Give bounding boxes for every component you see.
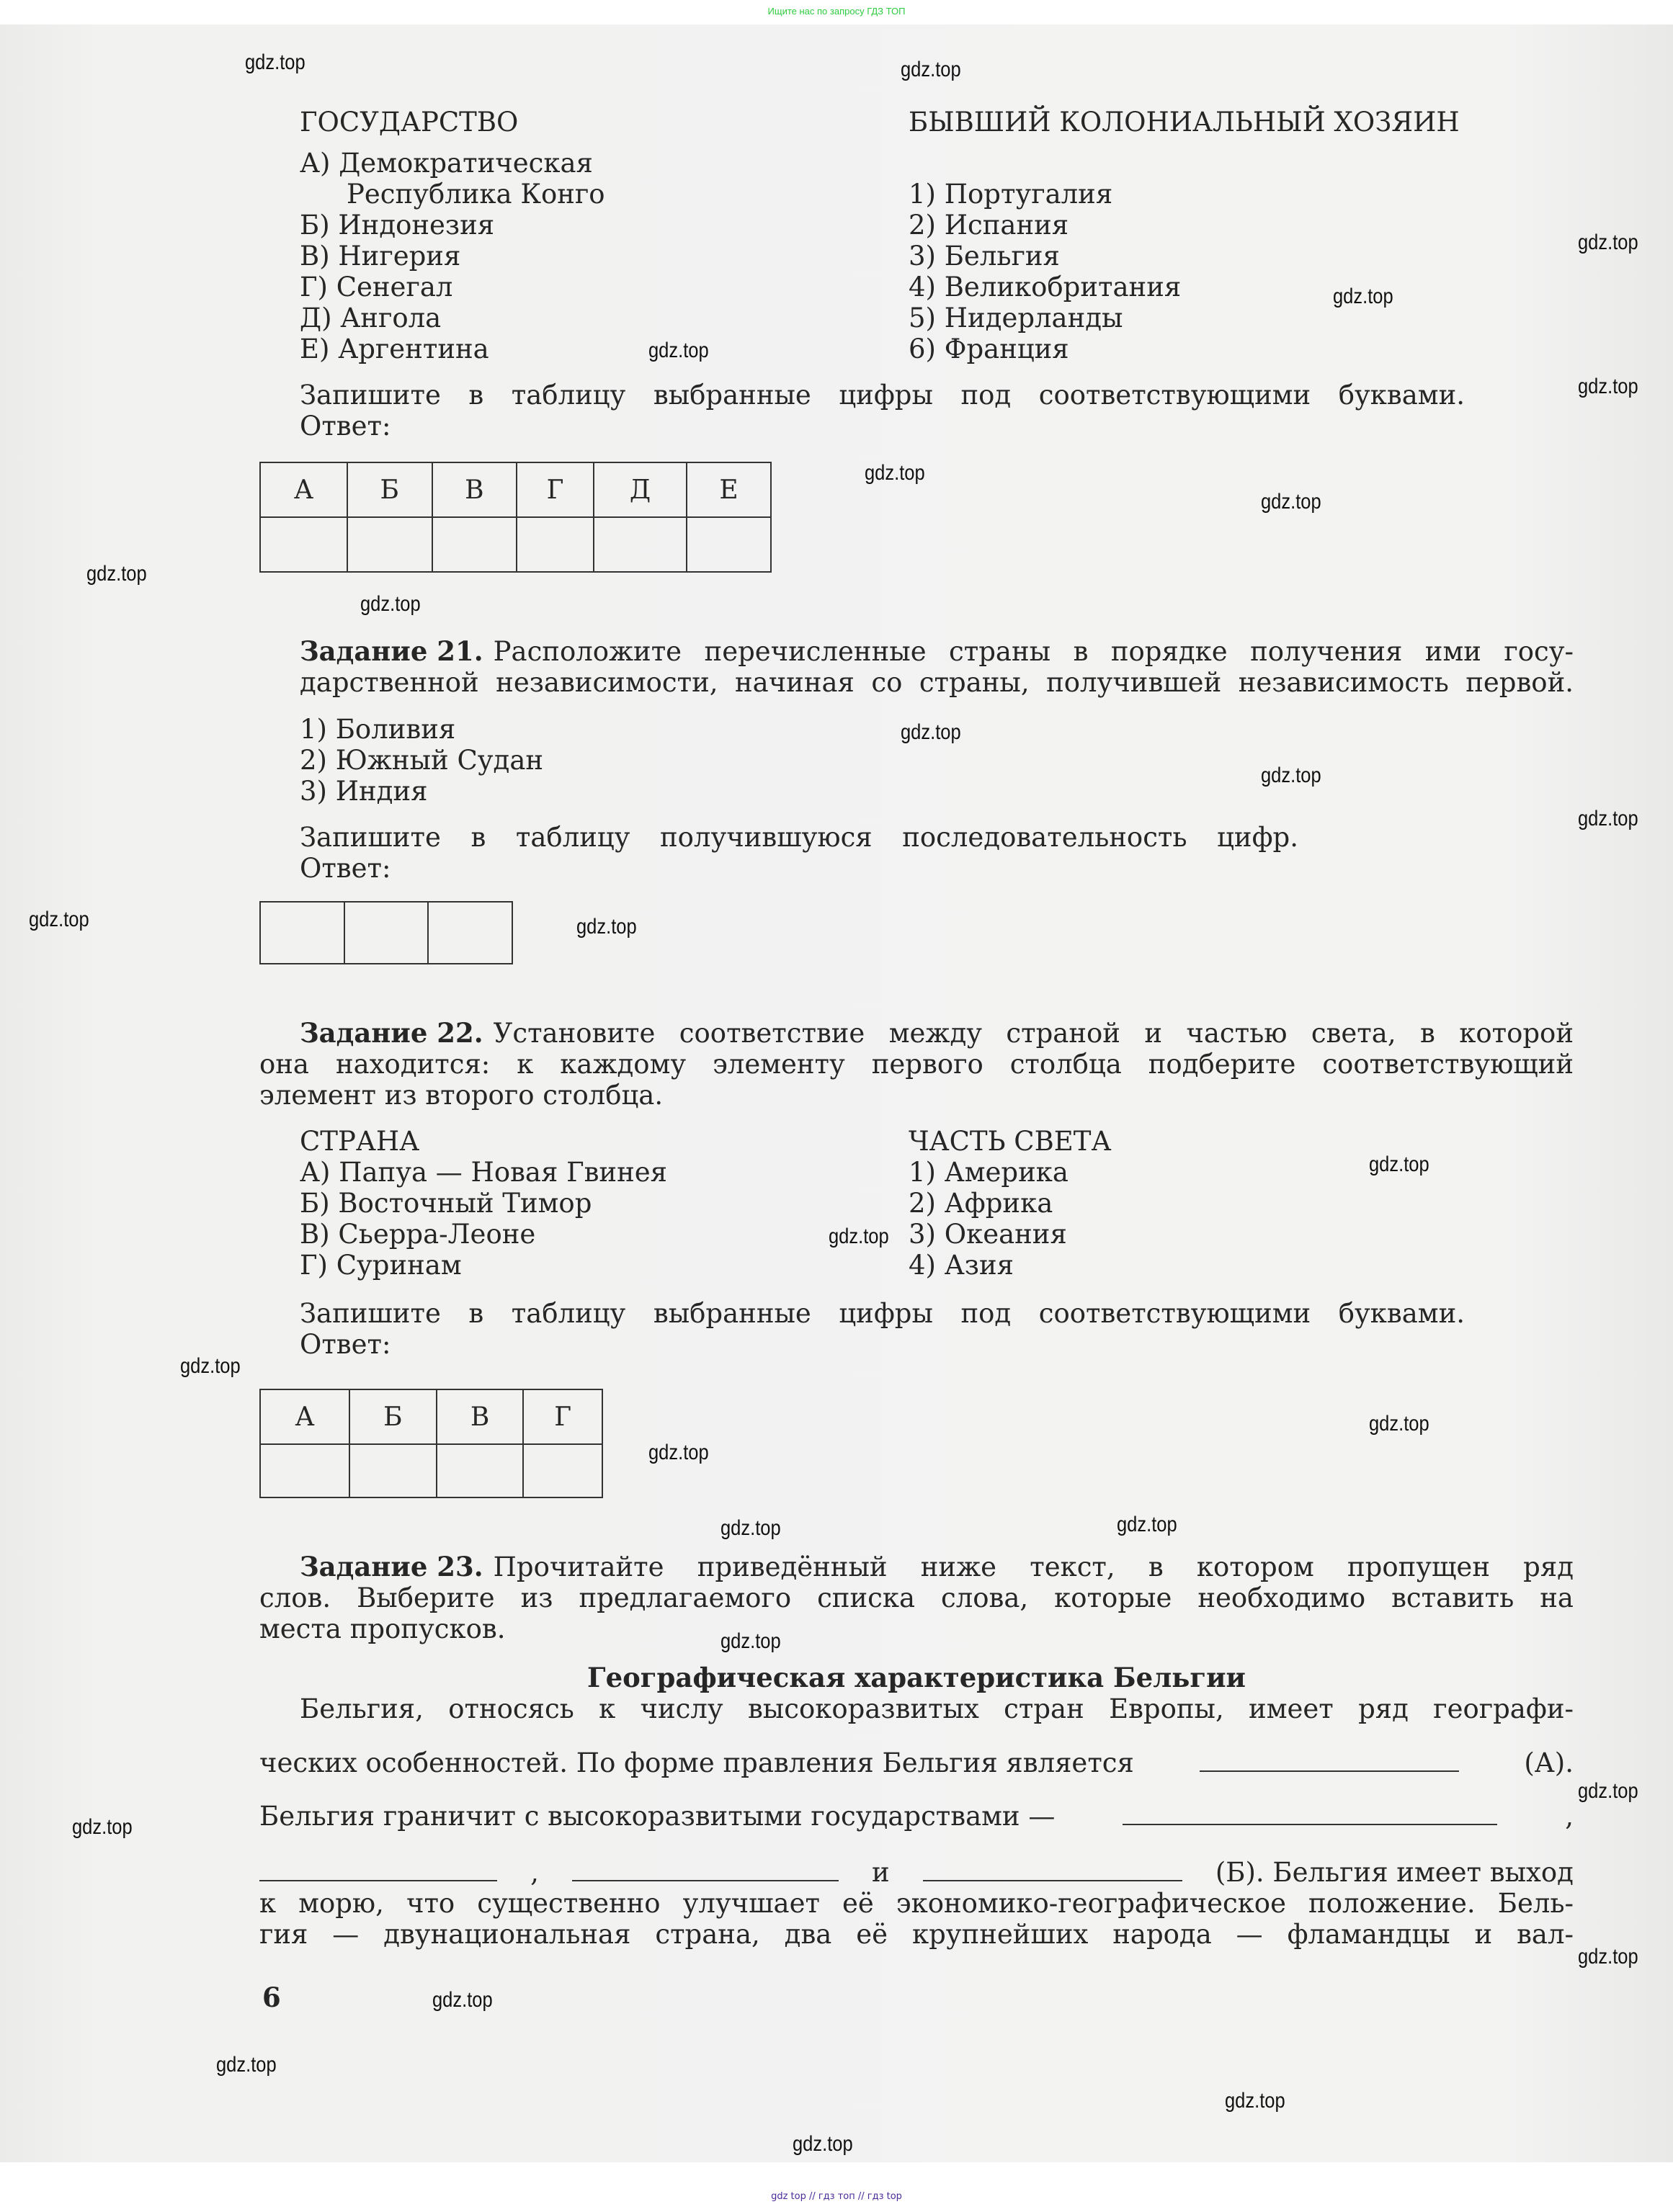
state-item: В) Нигерия [300,241,461,272]
task22-line1 [300,1018,1574,1049]
table-header-cell: Б [349,1389,437,1444]
watermark: gdz.top [1225,2089,1285,2113]
answer-cell[interactable] [432,517,517,572]
watermark: gdz.top [29,908,89,931]
owner-item: 2) Испания [909,210,1069,241]
column-header-state: ГОСУДАРСТВО [300,107,519,138]
watermark: gdz.top [360,592,421,616]
state-item: Республика Конго [347,179,605,210]
task-title: Задание 21. [300,635,483,667]
answer-cell[interactable] [260,517,347,572]
watermark: gdz.top [1578,1945,1638,1969]
paragraph-line [259,1857,1574,1888]
column-header-part-of-world: ЧАСТЬ СВЕТА [909,1126,1112,1157]
table-header-cell: В [437,1389,524,1444]
part-item: 3) Океания [909,1219,1067,1250]
watermark: gdz.top [720,1516,781,1540]
watermark: gdz.top [865,461,925,485]
paragraph-text: , [1565,1801,1574,1832]
paragraph-text: (А). [1524,1747,1574,1778]
task-text: места пропусков. [259,1613,506,1644]
task-text: дарственной независимости, начиная со страны, получившей независимость первой. [300,667,1574,698]
page-number: 6 [262,1982,281,2013]
watermark: gdz.top [1578,230,1638,254]
watermark: gdz.top [1578,807,1638,830]
paragraph-text: ческих особенностей. По форме правления Бельгия является [259,1747,1134,1778]
paragraph-line [259,1747,1574,1778]
table-header-cell: Г [523,1389,602,1444]
country-item: В) Сьерра-Леоне [300,1219,536,1250]
paragraph-line [259,1801,1574,1832]
paragraph-line: Бельгия, относясь к числу высокоразвитых стран Европы, имеет ряд географи- [300,1693,1574,1724]
state-item: Д) Ангола [300,303,442,333]
watermark: gdz.top [1369,1152,1429,1176]
table-header-cell: В [432,462,517,517]
owner-item: 6) Франция [909,333,1069,364]
task-title: Задание 23. [300,1551,483,1582]
watermark: gdz.top [1369,1412,1429,1436]
task23-line1 [300,1551,1574,1582]
paragraph-text: и [872,1857,890,1888]
answer-label: Ответ: [300,1329,391,1360]
watermark: gdz.top [432,1988,493,2012]
table-header-cell: Г [517,462,594,517]
part-item: 2) Африка [909,1188,1053,1219]
answer-cell[interactable] [517,517,594,572]
task-text: она находится: к каждому элементу первого столбца подберите соответствующий [259,1049,1574,1080]
scanned-page [0,24,1673,2162]
watermark: gdz.top [72,1815,133,1839]
paragraph-text: , [530,1857,539,1888]
answer-cell[interactable] [594,517,687,572]
watermark: gdz.top [648,1441,709,1464]
answer-cell[interactable] [344,902,429,964]
owner-item: 5) Нидерланды [909,303,1123,333]
paragraph-line: гия — двунациональная страна, два её крупнейших народа — фламандцы и вал- [259,1919,1574,1950]
watermark: gdz.top [180,1354,241,1378]
watermark: gdz.top [245,50,305,74]
table-header-cell: А [260,1389,349,1444]
list-item: 3) Индия [300,776,428,807]
answer-table-task21 [259,901,513,964]
answer-cell[interactable] [523,1444,602,1497]
task-text: Расположите перечисленные страны в порядке получения ими госу- [493,636,1574,667]
blank-field-a[interactable] [1200,1747,1459,1772]
answer-table-task20 [259,462,772,573]
table-header-cell: Е [687,462,771,517]
task21-line1 [300,636,1574,667]
watermark: gdz.top [829,1224,889,1248]
watermark: gdz.top [1578,375,1638,398]
answer-cell[interactable] [349,1444,437,1497]
watermark: gdz.top [720,1629,781,1653]
instruction: Запишите в таблицу получившуюся последовательность цифр. [300,822,1298,853]
answer-cell[interactable] [347,517,432,572]
task-text: Установите соответствие между страной и частью света, в которой [493,1018,1574,1049]
paragraph-text: Бельгия граничит с высокоразвитыми государствами — [259,1801,1056,1832]
answer-table-task22 [259,1389,603,1498]
watermark: gdz.top [1333,285,1393,308]
instruction: Запишите в таблицу выбранные цифры под соответствующими буквами. [300,1298,1465,1329]
column-header-country: СТРАНА [300,1126,420,1157]
blank-field-b2[interactable] [259,1857,497,1881]
top-banner: Ищите нас по запросу ГДЗ ТОП [767,6,906,17]
state-item: А) Демократическая [300,148,593,179]
watermark: gdz.top [1261,764,1321,787]
country-item: Б) Восточный Тимор [300,1188,592,1219]
state-item: Б) Индонезия [300,210,495,241]
blank-field-b3[interactable] [572,1857,839,1881]
watermark: gdz.top [86,562,147,586]
answer-cell[interactable] [437,1444,524,1497]
column-header-colonial-owner: БЫВШИЙ КОЛОНИАЛЬНЫЙ ХОЗЯИН [909,107,1460,138]
answer-label: Ответ: [300,853,391,884]
answer-cell[interactable] [428,902,512,964]
text-heading: Географическая характеристика Бельгии [587,1662,1246,1693]
watermark: gdz.top [216,2053,277,2077]
owner-item: 3) Бельгия [909,241,1060,272]
task-text: слов. Выберите из предлагаемого списка слова, которые необходимо вставить на [259,1582,1574,1613]
bottom-banner: gdz top // гдз топ // гдз top [771,2191,902,2202]
state-item: Е) Аргентина [300,333,489,364]
blank-field-b4[interactable] [923,1857,1182,1881]
watermark: gdz.top [1261,490,1321,514]
country-item: Г) Суринам [300,1250,462,1281]
instruction: Запишите в таблицу выбранные цифры под соответствующими буквами. [300,380,1465,411]
watermark: gdz.top [648,339,709,362]
part-item: 1) Америка [909,1157,1069,1188]
country-item: А) Папуа — Новая Гвинея [300,1157,667,1188]
answer-cell[interactable] [260,902,344,964]
table-header-cell: Д [594,462,687,517]
task-title: Задание 22. [300,1017,483,1049]
blank-field-b1[interactable] [1123,1801,1497,1825]
state-item: Г) Сенегал [300,272,453,303]
table-header-cell: Б [347,462,432,517]
table-header-cell: А [260,462,347,517]
watermark: gdz.top [793,2132,853,2156]
watermark: gdz.top [901,720,961,744]
watermark: gdz.top [1117,1513,1177,1536]
part-item: 4) Азия [909,1250,1014,1281]
watermark: gdz.top [1578,1779,1638,1803]
owner-item: 1) Португалия [909,179,1113,210]
list-item: 1) Боливия [300,714,456,745]
answer-cell[interactable] [260,1444,349,1497]
answer-label: Ответ: [300,411,391,442]
task-text: элемент из второго столбца. [259,1080,664,1111]
task-text: Прочитайте приведённый ниже текст, в котором пропущен ряд [493,1551,1574,1582]
paragraph-text: (Б). Бельгия имеет выход [1215,1857,1574,1888]
owner-item: 4) Великобритания [909,272,1182,303]
watermark: gdz.top [576,915,637,939]
answer-cell[interactable] [687,517,771,572]
watermark: gdz.top [901,58,961,81]
list-item: 2) Южный Судан [300,745,544,776]
paragraph-line: к морю, что существенно улучшает её экономико-географическое положение. Бель- [259,1888,1574,1919]
